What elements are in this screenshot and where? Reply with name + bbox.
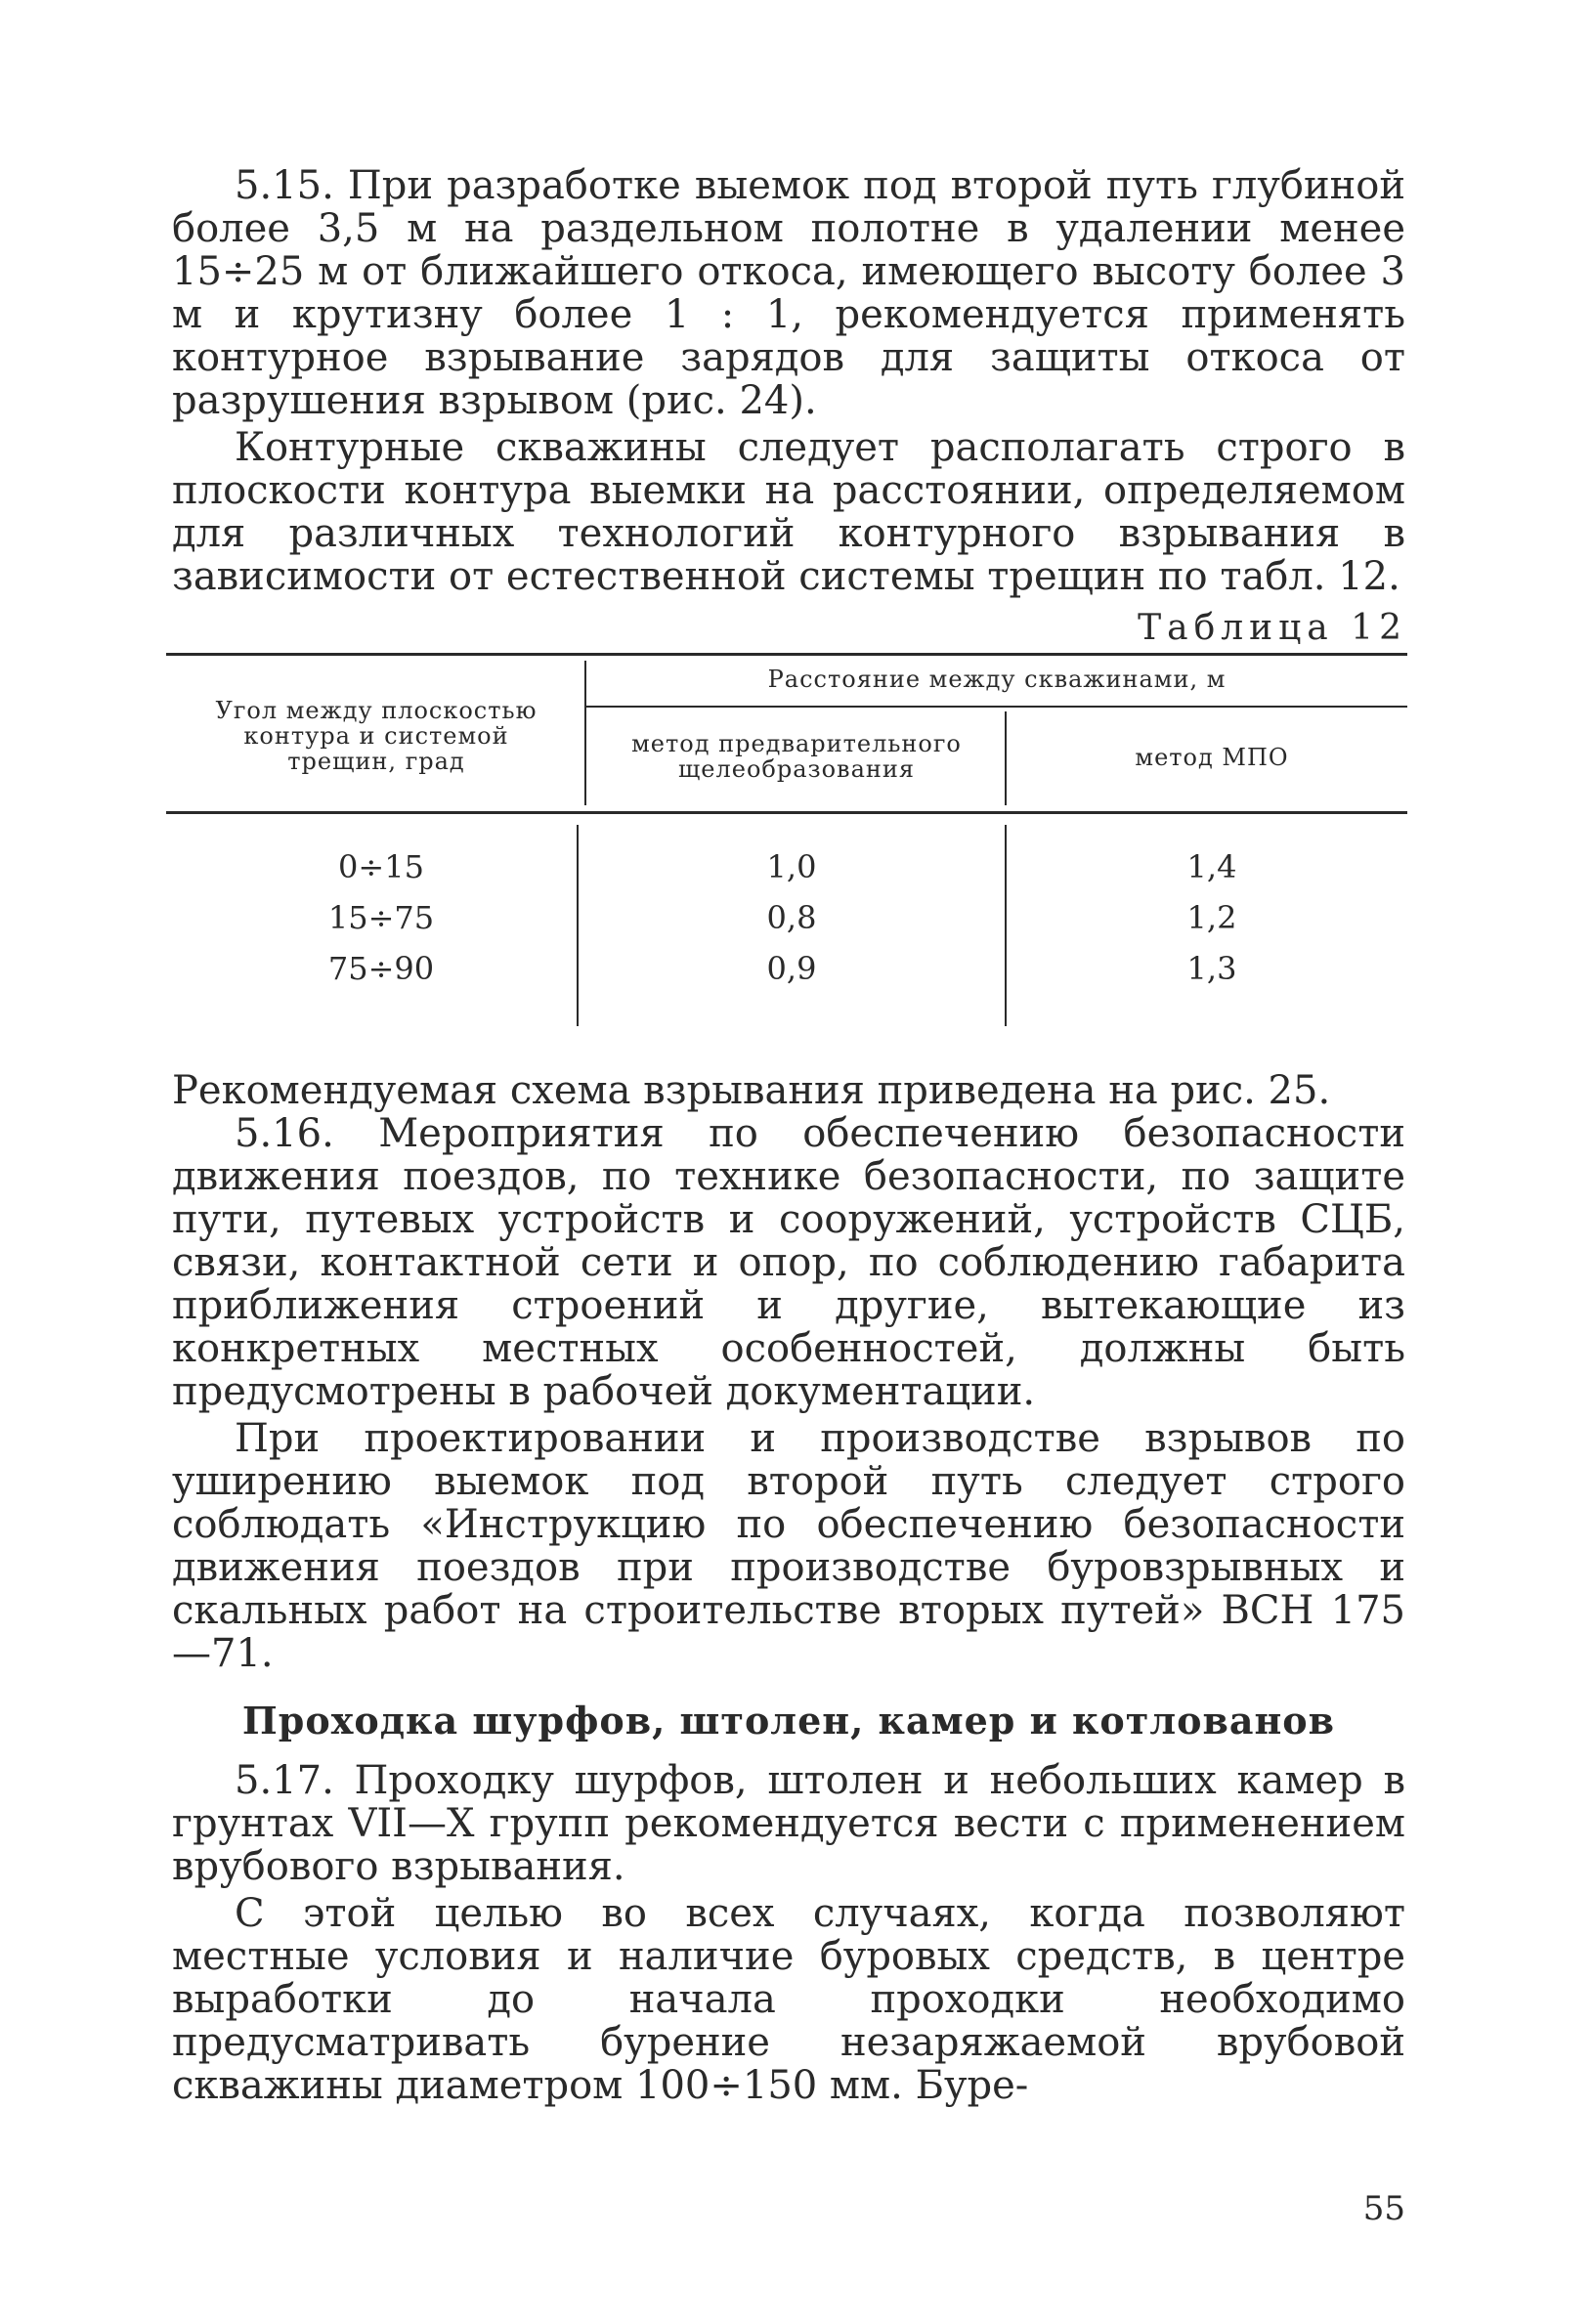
cell-mpo-row2: 1,2 [1186, 899, 1237, 936]
table-body-divider-2 [1005, 825, 1007, 1026]
section-heading: Проходка шурфов, штолен, камер и котлованов [241, 1699, 1336, 1743]
cell-angle-row3: 75÷90 [327, 950, 435, 987]
table-header-rule [166, 811, 1407, 814]
table-body-divider-1 [577, 825, 579, 1026]
section-5-17 [172, 1759, 1405, 2107]
paragraph-5-16: 5.16. Мероприятия по обеспечению безопасности движения поездов, по технике безопасности, по защите пути, путевых устройств и сооружений, устройств СЦБ, связи, контактной сети и опор, по соблюдению габарита приближения строений и другие, вытекающие из конкретных местных особенностей, должны быть предусмотрены в рабочей документации. [172, 1111, 1405, 1414]
table-top-rule [166, 653, 1407, 656]
cell-pre-split-row1: 1,0 [766, 848, 817, 885]
after-table-text [172, 1069, 1405, 1675]
column-header-pre-split: метод предварительного щелеобразования [631, 730, 962, 783]
page-number: 55 [1362, 2189, 1405, 2228]
column-header-angle: Угол между плоскостью контура и системой трещин, град [215, 697, 538, 775]
table-caption: Таблица 12 [1138, 608, 1407, 648]
cell-angle-row2: 15÷75 [327, 899, 435, 936]
table-col1-divider [584, 661, 586, 805]
cell-angle-row1: 0÷15 [338, 848, 424, 885]
paragraph-5-15: 5.15. При разработке выемок под второй путь глубиной более 3,5 м на раздельном полотне в удалении менее 15÷25 м от ближайшего откоса, имеющего высоту более 3 м и крутизну более 1 : 1, рекомендуется применять контурное взрывание зарядов для защиты откоса от разрушения взрывом (рис. 24). [172, 163, 1405, 423]
table-col2-divider [1005, 711, 1007, 805]
paragraph-cut-well: С этой целью во всех случаях, когда позволяют местные условия и наличие буровых средств, в центре выработки до начала проходки необходимо предусматривать бурение незаряжаемой врубовой скважины диаметром 100÷150 мм. Буре- [172, 1891, 1405, 2108]
cell-pre-split-row2: 0,8 [766, 899, 817, 936]
table-group-rule [586, 706, 1407, 708]
column-header-mpo: метод МПО [1135, 744, 1289, 771]
paragraph-contour-wells: Контурные скважины следует располагать строго в плоскости контура выемки на расстоянии, определяемом для различных технологий контурного взрывания в зависимости от естественной системы трещин по табл. 12. [172, 425, 1405, 599]
paragraph-recommended-scheme: Рекомендуемая схема взрывания приведена на рис. 25. [172, 1068, 1331, 1113]
paragraph-5-17: 5.17. Проходку шурфов, штолен и небольших камер в грунтах VII—X групп рекомендуется вести с применением врубового взрывания. [172, 1758, 1405, 1889]
paragraph-instruction: При проектировании и производстве взрывов по уширению выемок под второй путь следует строго соблюдать «Инструкцию по обеспечению безопасности движения поездов при производстве буровзрывных и скальных работ на строительстве вторых путей» ВСН 175—71. [172, 1416, 1405, 1676]
table-12 [166, 653, 1407, 1034]
cell-mpo-row3: 1,3 [1186, 950, 1237, 987]
section-5-15 [172, 164, 1405, 598]
cell-pre-split-row3: 0,9 [766, 950, 817, 987]
group-header-distance: Расстояние между скважинами, м [767, 666, 1227, 693]
cell-mpo-row1: 1,4 [1186, 848, 1237, 885]
